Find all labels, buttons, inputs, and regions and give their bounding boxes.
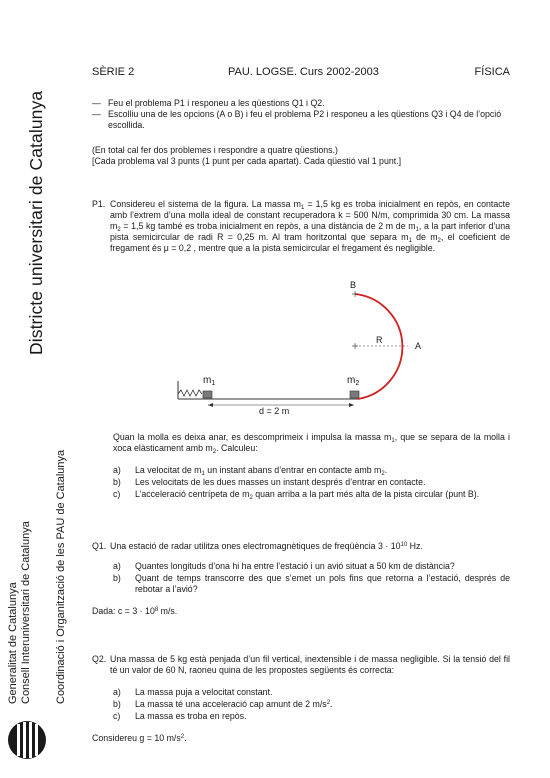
note-line: [Cada problema val 3 punts (1 punt per cada apartat). Cada qüestió val 1 punt.] bbox=[92, 156, 402, 166]
q2-option-b: b) La massa té una acceleració cap amunt de 2 $m/s^2$. bbox=[113, 699, 333, 709]
instruction-item bbox=[92, 98, 510, 109]
point-b-label: B bbox=[350, 280, 357, 290]
generalitat-logo-icon bbox=[7, 720, 47, 760]
page-header bbox=[92, 66, 510, 80]
coordination-text: Coordinació i Organització de les PAU de Catalunya bbox=[55, 449, 67, 704]
instruction-text: Escolliu una de les opcions (A o B) i feu el problema P2 i responeu a les qüestions Q3 i Q4 de l’opció escollida. bbox=[108, 109, 502, 130]
p1-intro: Quan la molla es deixa anar, es descomprimeix i impulsa la massa $m_1$, que se separa de la molla i xoca elàsticament amb $m_2$. Calculeu: bbox=[113, 432, 510, 455]
district-sidebar-text: Districte universitari de Catalunya bbox=[26, 90, 46, 355]
p1-label: P1. bbox=[92, 199, 106, 209]
point-a-label: A bbox=[415, 341, 422, 351]
q1-part-b: b) Quant de temps transcorre des que s’emet un pols fins que retorna a l’estació, després de rebotar a l’avió? bbox=[113, 573, 510, 594]
mass-1-label: $m_1$ bbox=[203, 375, 216, 387]
q1-data: Dada: $c = 3 \cdot 10^8$ m/s. bbox=[92, 606, 178, 616]
q1-part-a: a) Quantes longituds d’ona hi ha entre l’estació i un avió situat a 50 km de distància? bbox=[113, 561, 455, 571]
mass-2-block bbox=[350, 391, 359, 398]
subject-label: FÍSICA bbox=[474, 66, 510, 78]
bullet-dash: — bbox=[92, 109, 101, 119]
p1-part-c: c) L’acceleració centrípeta de $m_2$ quan arriba a la part més alta de la pista circular (punt B). bbox=[113, 489, 480, 501]
generalitat-line: Generalitat de Catalunya bbox=[7, 582, 19, 704]
consell-line: Consell Interuniversitari de Catalunya bbox=[20, 521, 32, 704]
radius-label: R bbox=[376, 335, 383, 345]
mass-2-label: $m_2$ bbox=[347, 375, 360, 387]
note-line: (En total cal fer dos problemes i respondre a quatre qüestions.) bbox=[92, 145, 338, 155]
question-q2 bbox=[92, 654, 510, 744]
q1-label: Q1. bbox=[92, 541, 107, 551]
semicircle-track bbox=[355, 294, 402, 399]
p1-statement: P1. Considereu el sistema de la figura. La massa $m_1 = 1,5$ kg es troba inicialment en repòs, en contacte amb l’extrem d’una molla ideal de constant recuperadora k = 500 N/m, comprimida 30 cm. La massa $m_2 = 1,5$ kg també es troba inicialment en repòs, a una distància de 2 m de $m_1$, a la part inferior d’una pista semicircular de radi R = 0,25 m. Al tram horitzontal que separa $m_1$ de $m_2$, el coeficient de fregament és μ = 0,2 , mentre que a la pista semicircular el fregament és negligible. bbox=[92, 199, 510, 253]
instruction-item bbox=[92, 109, 510, 131]
exam-title: PAU. LOGSE. Curs 2002-2003 bbox=[228, 66, 379, 78]
distance-label: d = 2 m bbox=[259, 406, 290, 416]
problem-p1 bbox=[92, 199, 510, 254]
p1-figure bbox=[170, 277, 440, 417]
q1-statement: Q1. Una estació de radar utilitza ones electromagnètiques de freqüència $3 \cdot 10^{10}$ Hz. bbox=[92, 541, 423, 551]
instruction-text: Feu el problema P1 i responeu a les qüestions Q1 i Q2. bbox=[108, 98, 325, 108]
q2-option-c: c) La massa es troba en repòs. bbox=[113, 711, 247, 721]
q2-option-a: a) La massa puja a velocitat constant. bbox=[113, 687, 273, 697]
bullet-dash: — bbox=[92, 98, 101, 108]
p1-part-a: a) La velocitat de $m_1$ un instant abans d’entrar en contacte amb $m_2$. bbox=[113, 465, 388, 477]
p1-questions bbox=[92, 432, 510, 501]
q2-statement: Q2. Una massa de 5 kg està penjada d’un fil vertical, inextensible i de massa negligible. Si la tensió del fil té un valor de 60 N, raoneu quina de les propostes següents és correcta: bbox=[92, 654, 510, 675]
q2-gravity: Considereu g = 10 $m/s^2$. bbox=[92, 733, 187, 743]
question-q1 bbox=[92, 541, 510, 617]
series-label: SÈRIE 2 bbox=[92, 66, 135, 78]
instructions bbox=[92, 98, 510, 131]
p1-part-b: b) Les velocitats de les dues masses un instant després d’entrar en contacte. bbox=[113, 477, 426, 487]
mass-1-block bbox=[203, 391, 212, 398]
q2-label: Q2. bbox=[92, 654, 107, 664]
notes bbox=[92, 145, 510, 167]
generalitat-text bbox=[7, 521, 33, 704]
spring-shape bbox=[178, 390, 202, 396]
